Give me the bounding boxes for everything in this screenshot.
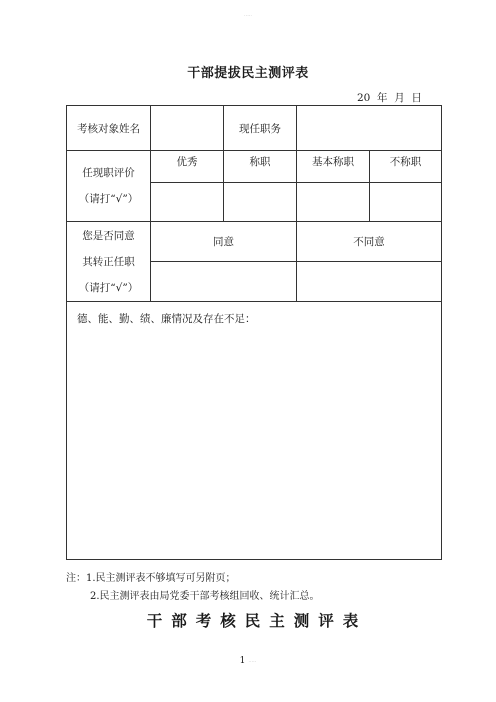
evaluation-label-cell: [67, 151, 151, 222]
position-input-cell[interactable]: [297, 106, 442, 151]
position-label-cell: [224, 106, 297, 151]
checkbox-competent[interactable]: [224, 183, 297, 222]
page-header-mark: ·····: [244, 13, 252, 19]
option-excellent: 优秀: [151, 151, 224, 183]
checkbox-disagree[interactable]: [297, 262, 442, 302]
evaluation-label-line2: （请打“√”）: [78, 193, 139, 205]
name-input-cell[interactable]: [151, 106, 224, 151]
name-label-cell: [67, 106, 151, 151]
page-number: 1: [239, 656, 246, 666]
evaluation-label-line1: 任现职评价: [82, 167, 135, 179]
description-label: 德、能、勤、绩、廉情况及存在不足：: [77, 313, 256, 325]
checkbox-excellent[interactable]: [151, 183, 224, 222]
checkbox-incompetent[interactable]: [370, 183, 442, 222]
footer-title: 干部考核民主测评表: [146, 611, 368, 630]
evaluation-form-table: [66, 105, 442, 560]
description-cell[interactable]: [67, 302, 442, 560]
option-competent: 称职: [224, 151, 297, 183]
option-incompetent: 不称职: [370, 151, 442, 183]
agree-label-line2: 其转正任职: [82, 255, 135, 268]
checkbox-basically-competent[interactable]: [297, 183, 370, 222]
option-disagree: 不同意: [297, 222, 442, 262]
option-agree: 同意: [151, 222, 297, 262]
checkbox-agree[interactable]: [151, 262, 297, 302]
position-label: 现任职务: [239, 122, 281, 135]
note-line-1: 注：1.民主测评表不够填写可另附页；: [66, 573, 236, 584]
date-line: 20 年 月 日: [357, 92, 422, 104]
name-label: 考核对象姓名: [77, 122, 140, 135]
page-footer: [0, 656, 496, 666]
agree-label-line1: 您是否同意: [82, 229, 135, 242]
page-footer-mark: ·····: [248, 659, 257, 665]
form-title: 干部提拔民主测评表: [187, 66, 309, 81]
agree-label-cell: [67, 222, 151, 302]
note-line-2: 2.民主测评表由局党委干部考核组回收、统计汇总。: [90, 591, 320, 602]
agree-label-line3: （请打“√”）: [78, 281, 139, 294]
notes: [66, 570, 320, 606]
option-basically-competent: 基本称职: [297, 151, 370, 183]
